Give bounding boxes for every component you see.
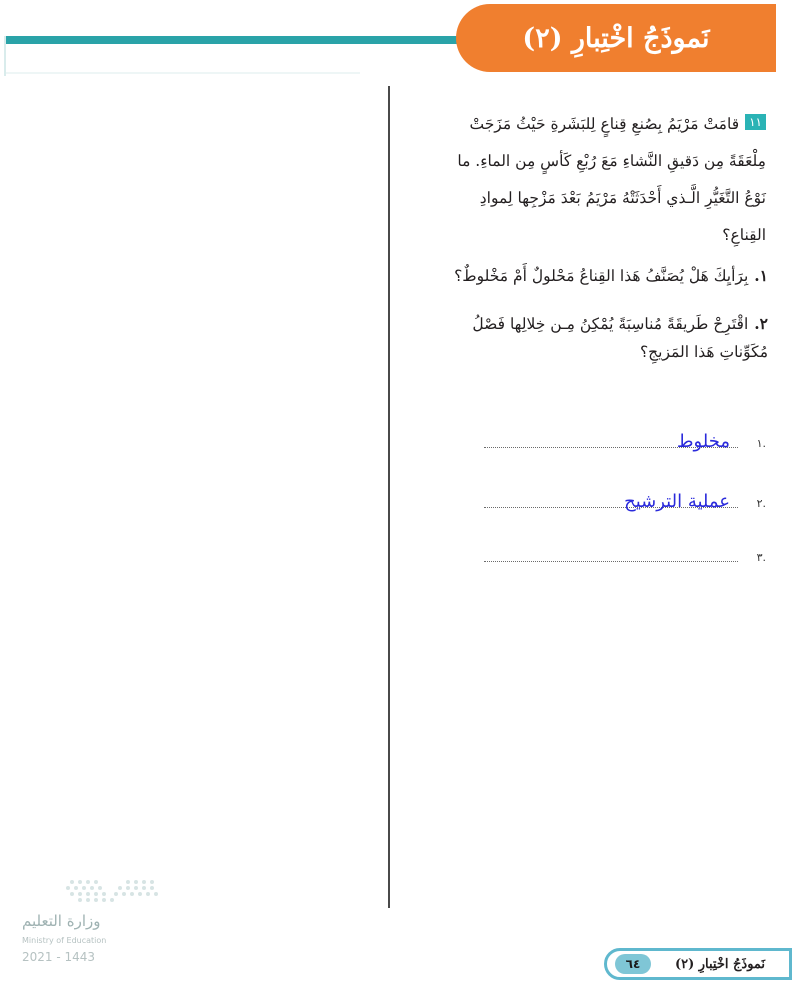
page-title: نَموذَجُ اخْتِبارِ (٢) [522,22,710,54]
answer-line-3[interactable] [484,542,768,568]
answer-text[interactable]: مخلوط [676,431,730,452]
page-number: ٦٤ [615,954,651,974]
question-block [446,106,766,254]
answer-number: .٢ [756,497,766,510]
sub-question-1 [446,262,768,290]
question-text: قامَتْ مَرْيَمُ بِصُنعِ قِناعٍ لِلبَشَرةِ حَيْثُ مَزَجَتْ مِلْعَقَةً مِن دَقيقِ النَّشاءِ مَعَ رُبْعِ كَأسٍ مِن الماءِ. ما نَوْعُ التَّغَيُّرِ الَّـذي أَحْدَثَتْهُ مَرْيَمُ بَعْدَ مَزْجِها لِموادِ القِناعِ؟ [457,115,766,244]
footer-title: نَموذَجُ اخْتِبارِ (٢) [674,956,766,972]
sub-question-number: ١. [754,266,768,285]
sub-question-2 [446,310,768,366]
answer-line-1[interactable] [484,428,768,454]
answer-line-2[interactable] [484,488,768,514]
sub-question-number: ٢. [754,314,768,333]
sub-question-text: اقْتَرِحْ طَريقَةً مُناسِبَةً يُمْكِنُ مِـن خِلالِها فَصْلُ مُكَوِّناتِ هَذا المَزيجِ؟ [472,315,768,361]
header-underline [6,72,360,74]
answer-number: .٣ [756,551,766,564]
ministry-name-english: Ministry of Education [22,936,107,945]
ministry-year: 2021 - 1443 [22,950,96,964]
header-bar [6,36,476,44]
answer-number: .١ [756,437,766,450]
ministry-name-arabic: وزارة التعليم [22,912,101,930]
page-footer [604,948,792,980]
column-divider [388,86,390,908]
question-number-badge: ١١ [745,114,766,130]
page-title-tab [456,4,776,72]
answer-dotted-line [484,561,738,562]
answer-text[interactable]: عملية الترشيح [624,491,730,512]
sub-question-text: بِرَأيِكَ هَلْ يُصَنَّفُ هَذا القِناعُ مَحْلولٌ أَمْ مَخْلوطٌ؟ [454,267,749,285]
header-edge-line [4,36,6,76]
